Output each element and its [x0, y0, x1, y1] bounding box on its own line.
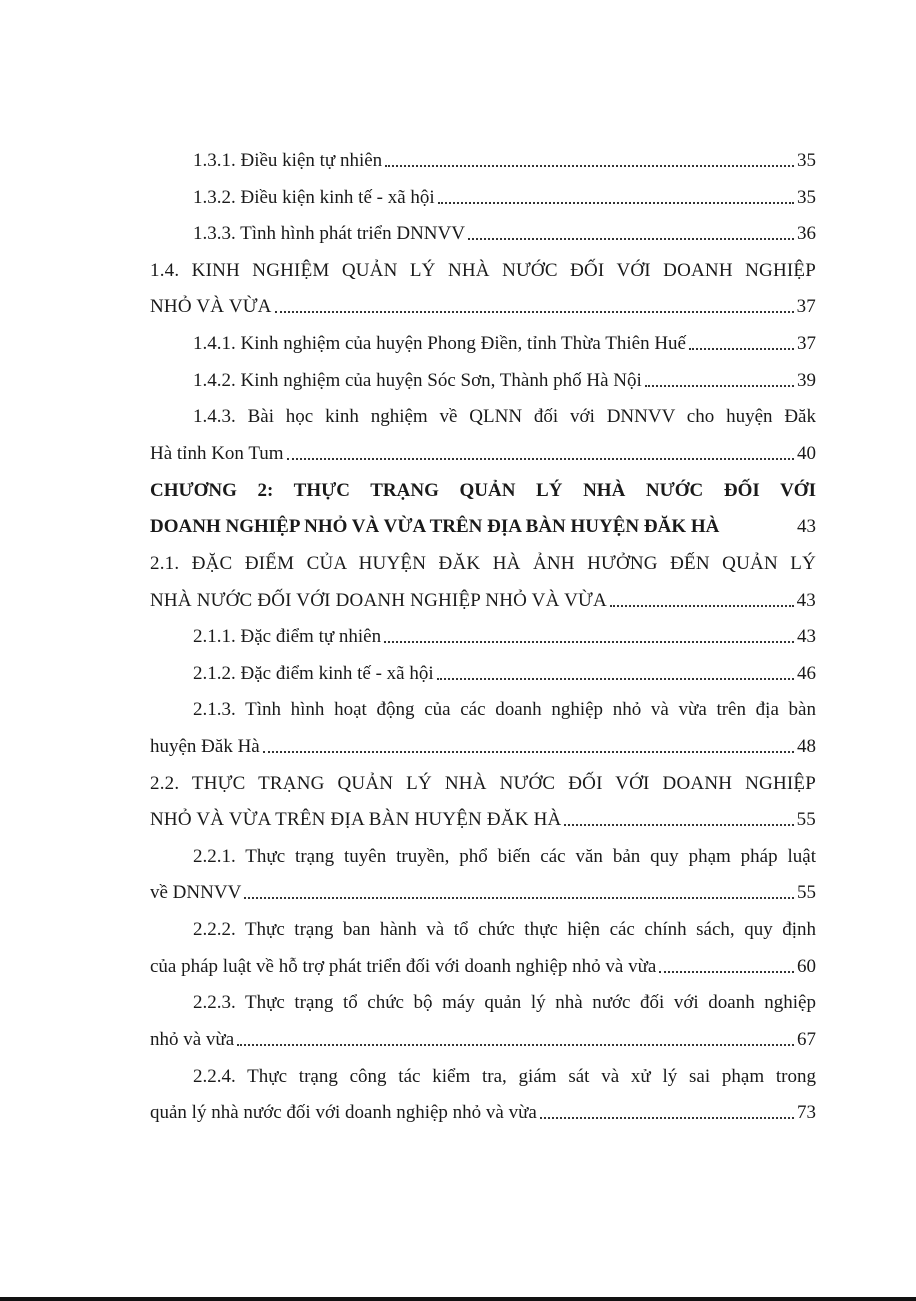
toc-entry-title: 1.4. KINH NGHIỆM QUẢN LÝ NHÀ NƯỚC ĐỐI VỚI DOANH NGHIỆP	[150, 260, 816, 281]
toc-entry-title: 1.3.2. Điều kiện kinh tế - xã hội	[193, 187, 435, 208]
toc-entry-title: 1.4.1. Kinh nghiệm của huyện Phong Điền, tỉnh Thừa Thiên Huế	[193, 333, 686, 354]
toc-entry-title: 1.3.3. Tình hình phát triển DNNVV	[193, 223, 465, 244]
dot-leader	[385, 165, 794, 167]
dot-leader	[540, 1117, 794, 1119]
toc-page-number: 36	[797, 223, 816, 244]
toc-entry-heading-line[interactable]	[193, 842, 816, 872]
toc-entry-title: 2.2.4. Thực trạng công tác kiểm tra, giám sát và xử lý sai phạm trong	[193, 1066, 816, 1087]
toc-page-number: 43	[797, 626, 816, 647]
toc-entry-title-cont: nhỏ và vừa	[150, 1029, 235, 1050]
dot-leader	[287, 458, 794, 460]
dot-leader	[275, 311, 794, 313]
toc-entry[interactable]	[150, 952, 816, 982]
toc-chapter-title-cont: DOANH NGHIỆP NHỎ VÀ VỪA TRÊN ĐỊA BÀN HUYỆN ĐĂK HÀ	[150, 516, 720, 537]
toc-page-number: 60	[797, 956, 816, 977]
toc-entry-title-cont: NHỎ VÀ VỪA TRÊN ĐỊA BÀN HUYỆN ĐĂK HÀ	[150, 809, 562, 830]
toc-entry[interactable]	[150, 292, 816, 322]
toc-entry-title: 1.4.2. Kinh nghiệm của huyện Sóc Sơn, Thành phố Hà Nội	[193, 370, 642, 391]
toc-entry-title: 2.2.1. Thực trạng tuyên truyền, phổ biến các văn bản quy phạm pháp luật	[193, 846, 816, 867]
toc-entry[interactable]	[150, 732, 816, 762]
dot-leader	[437, 678, 794, 680]
toc-entry[interactable]	[193, 659, 816, 689]
bottom-border-rule	[0, 1297, 916, 1301]
toc-chapter-entry[interactable]	[150, 512, 816, 542]
toc-entry-heading-line[interactable]	[150, 256, 816, 286]
toc-entry[interactable]	[193, 219, 816, 249]
dot-leader	[689, 348, 794, 350]
toc-page-number: 35	[797, 187, 816, 208]
toc-entry-heading-line[interactable]	[193, 402, 816, 432]
dot-leader	[384, 641, 794, 643]
toc-page-number: 73	[797, 1102, 816, 1123]
toc-entry-heading-line[interactable]	[150, 549, 816, 579]
toc-chapter-heading-line[interactable]	[150, 476, 816, 506]
toc-page-number: 35	[797, 150, 816, 171]
dot-leader	[564, 824, 793, 826]
toc-entry[interactable]	[150, 1025, 816, 1055]
dot-leader	[645, 385, 794, 387]
toc-entry[interactable]	[150, 805, 816, 835]
dot-leader	[237, 1044, 794, 1046]
toc-entry-title: 2.1.1. Đặc điểm tự nhiên	[193, 626, 382, 647]
toc-entry-title-cont: huyện Đăk Hà	[150, 736, 260, 757]
toc-entry-title: 2.2.3. Thực trạng tổ chức bộ máy quản lý nhà nước đối với doanh nghiệp	[193, 992, 816, 1013]
toc-entry-title-cont: quản lý nhà nước đối với doanh nghiệp nhỏ và vừa	[150, 1102, 537, 1123]
toc-entry-title-cont: Hà tỉnh Kon Tum	[150, 443, 284, 464]
toc-entry-title-cont: của pháp luật về hỗ trợ phát triển đối với doanh nghiệp nhỏ và vừa	[150, 956, 657, 977]
toc-entry[interactable]	[193, 622, 816, 652]
toc-entry-title: 2.1.3. Tình hình hoạt động của các doanh nghiệp nhỏ và vừa trên địa bàn	[193, 699, 816, 720]
toc-entry-title: 2.2. THỰC TRẠNG QUẢN LÝ NHÀ NƯỚC ĐỐI VỚI DOANH NGHIỆP	[150, 773, 816, 794]
toc-entry-title: 2.2.2. Thực trạng ban hành và tổ chức thực hiện các chính sách, quy định	[193, 919, 816, 940]
toc-entry-title: 2.1. ĐẶC ĐIỂM CỦA HUYỆN ĐĂK HÀ ẢNH HƯỞNG ĐẾN QUẢN LÝ	[150, 553, 816, 574]
toc-entry-heading-line[interactable]	[193, 1062, 816, 1092]
toc-entry[interactable]	[193, 183, 816, 213]
toc-entry[interactable]	[150, 439, 816, 469]
dot-leader	[263, 751, 794, 753]
toc-page-number: 46	[797, 663, 816, 684]
toc-entry-title-cont: NHỎ VÀ VỪA	[150, 296, 272, 317]
toc-page-number: 37	[796, 296, 816, 317]
toc-entry-title: 1.3.1. Điều kiện tự nhiên	[193, 150, 383, 171]
toc-page-number: 48	[797, 736, 816, 757]
toc-entry-heading-line[interactable]	[150, 769, 816, 799]
toc-entry[interactable]	[193, 329, 816, 359]
toc-chapter-title: CHƯƠNG 2: THỰC TRẠNG QUẢN LÝ NHÀ NƯỚC ĐỐI VỚI	[150, 480, 816, 501]
toc-entry[interactable]	[193, 146, 816, 176]
toc-entry-heading-line[interactable]	[193, 915, 816, 945]
toc-page-number: 39	[797, 370, 816, 391]
toc-page-number: 55	[797, 882, 816, 903]
toc-page-number: 37	[797, 333, 816, 354]
toc-page-number: 67	[797, 1029, 816, 1050]
toc-entry-heading-line[interactable]	[193, 988, 816, 1018]
toc-entry-title-cont: NHÀ NƯỚC ĐỐI VỚI DOANH NGHIỆP NHỎ VÀ VỪA	[150, 590, 607, 611]
toc-page-number: 43	[797, 516, 816, 537]
toc-entry[interactable]	[193, 366, 816, 396]
dot-leader	[659, 971, 794, 973]
dot-leader	[438, 202, 794, 204]
toc-entry[interactable]	[150, 878, 816, 908]
toc-entry-heading-line[interactable]	[193, 695, 816, 725]
toc-entry[interactable]	[150, 586, 816, 616]
dot-leader	[244, 897, 794, 899]
toc-page-number: 55	[796, 809, 816, 830]
toc-entry-title: 1.4.3. Bài học kinh nghiệm về QLNN đối với DNNVV cho huyện Đăk	[193, 406, 816, 427]
toc-entry-title-cont: về DNNVV	[150, 882, 242, 903]
dot-leader	[610, 605, 794, 607]
toc-entry[interactable]	[150, 1098, 816, 1128]
dot-leader	[468, 238, 794, 240]
toc-page-number: 40	[797, 443, 816, 464]
toc-page-number: 43	[796, 590, 816, 611]
toc-entry-title: 2.1.2. Đặc điểm kinh tế - xã hội	[193, 663, 434, 684]
